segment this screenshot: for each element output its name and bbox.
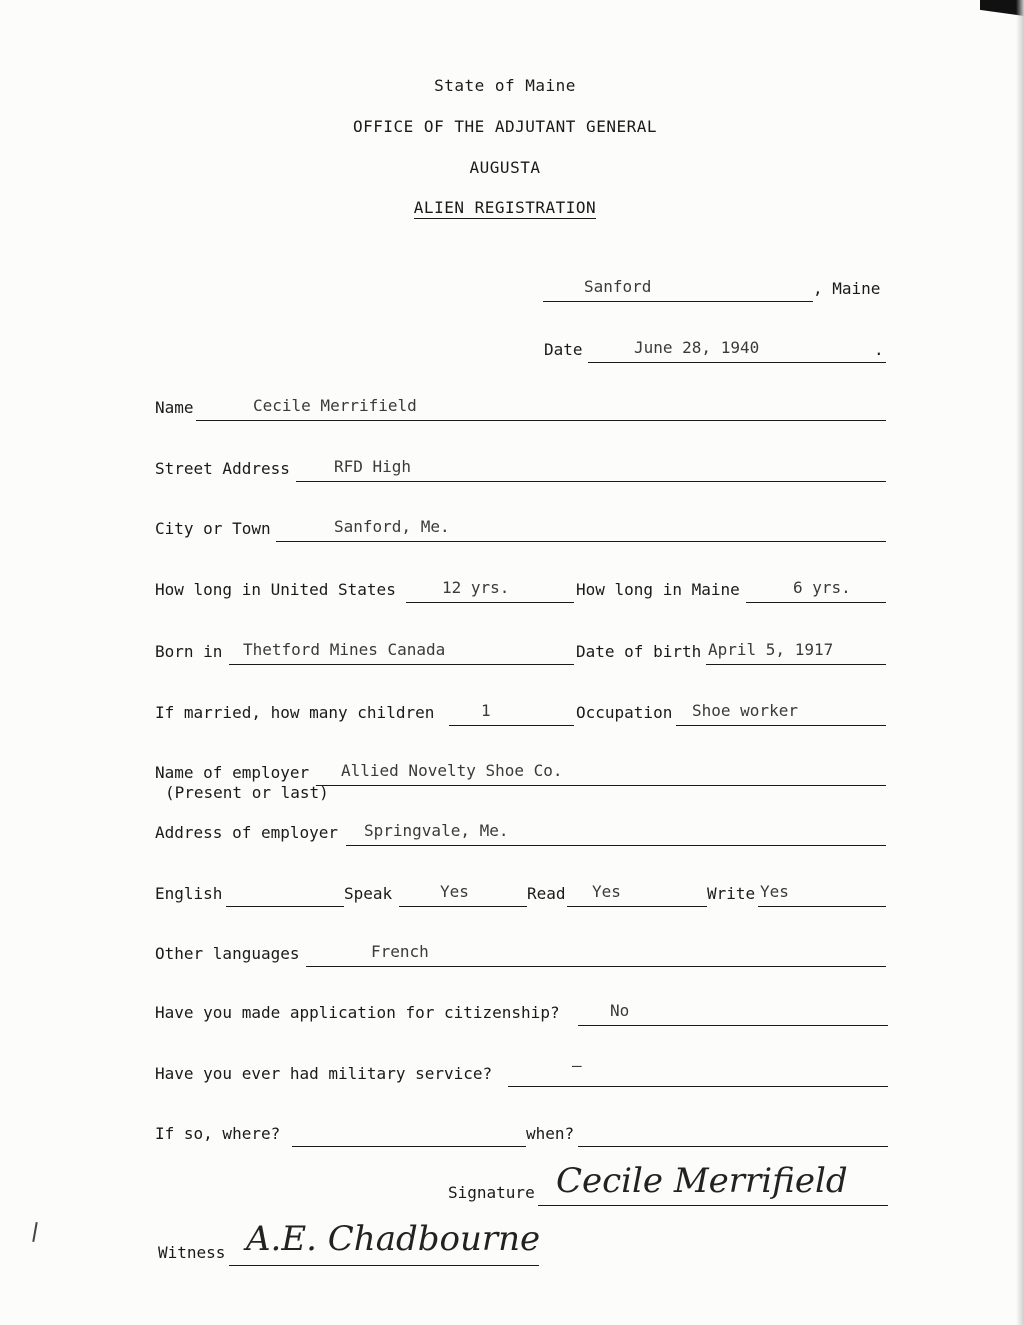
name-line (196, 420, 886, 421)
city-label: City or Town (155, 519, 271, 538)
citizenship-label: Have you made application for citizenship? (155, 1003, 560, 1022)
maine-years-label: How long in Maine (576, 580, 740, 599)
citizenship-line (578, 1025, 888, 1026)
languages-row (0, 944, 1024, 970)
employer-address-line (346, 845, 886, 846)
name-value[interactable]: Cecile Merrifield (253, 396, 417, 415)
where-line (292, 1146, 526, 1147)
born-in-line (229, 664, 574, 665)
signature-handwriting[interactable]: Cecile Merrifield (556, 1161, 848, 1201)
date-line (588, 362, 886, 363)
street-value[interactable]: RFD High (334, 457, 412, 476)
military-line (508, 1086, 888, 1087)
children-line (449, 725, 574, 726)
where-label: If so, where? (155, 1124, 281, 1143)
header-city: AUGUSTA (469, 158, 541, 177)
employer-address-row (0, 823, 1024, 849)
occupation-label: Occupation (576, 703, 673, 722)
speak-label: Speak (344, 884, 393, 903)
read-label: Read (527, 884, 566, 903)
citizenship-row (0, 1003, 1024, 1029)
us-years-value[interactable]: 12 yrs. (442, 578, 510, 597)
birth-date-line (706, 664, 886, 665)
birth-date-label: Date of birth (576, 642, 702, 661)
signature-row (0, 1161, 1024, 1209)
header-title (0, 198, 1010, 217)
born-in-label: Born in (155, 642, 223, 661)
birth-date-value[interactable]: April 5, 1917 (708, 640, 834, 659)
maine-years-value[interactable]: 6 yrs. (793, 578, 851, 597)
occupation-line (676, 725, 886, 726)
name-label: Name (155, 398, 194, 417)
write-line (758, 906, 886, 907)
birth-row (0, 642, 1024, 668)
read-line (567, 906, 707, 907)
scan-pencil-mark (32, 1222, 37, 1242)
date-label: Date (544, 340, 583, 359)
employer-address-label: Address of employer (155, 823, 339, 842)
place-line (543, 301, 813, 302)
other-languages-line (306, 966, 886, 967)
city-value[interactable]: Sanford, Me. (334, 517, 450, 536)
military-value[interactable]: — (572, 1056, 582, 1075)
employer-sublabel: (Present or last) (165, 783, 329, 802)
place-suffix: , Maine (813, 279, 881, 298)
witness-line (229, 1265, 539, 1266)
when-label: when? (526, 1124, 575, 1143)
military-row (0, 1056, 1024, 1090)
when-line (578, 1146, 888, 1147)
employer-row (0, 761, 1024, 802)
street-label: Street Address (155, 459, 290, 478)
born-in-value[interactable]: Thetford Mines Canada (243, 640, 446, 659)
witness-row (0, 1219, 1024, 1269)
place-value[interactable]: Sanford (584, 277, 652, 296)
street-row (0, 459, 1024, 485)
header-title-text: ALIEN REGISTRATION (413, 198, 597, 217)
header-office: OFFICE OF THE ADJUTANT GENERAL (353, 117, 657, 136)
city-row (0, 519, 1024, 545)
residence-row (0, 580, 1024, 606)
header-state: State of Maine (434, 76, 576, 95)
english-label: English (155, 884, 223, 903)
english-line (226, 906, 344, 907)
read-value[interactable]: Yes (592, 882, 621, 901)
name-row (0, 398, 1024, 424)
us-years-line (406, 602, 574, 603)
other-languages-label: Other languages (155, 944, 300, 963)
speak-value[interactable]: Yes (440, 882, 469, 901)
other-languages-value[interactable]: French (371, 942, 429, 961)
children-value[interactable]: 1 (481, 701, 491, 720)
us-years-label: How long in United States (155, 580, 396, 599)
employer-address-value[interactable]: Springvale, Me. (364, 821, 509, 840)
english-row (0, 884, 1024, 910)
witness-handwriting[interactable]: A.E. Chadbourne (246, 1219, 541, 1259)
place-row (0, 279, 1024, 305)
witness-label: Witness (158, 1243, 226, 1262)
signature-line (538, 1205, 888, 1206)
speak-line (399, 906, 527, 907)
children-label: If married, how many children (155, 703, 435, 722)
employer-line (316, 785, 886, 786)
write-value[interactable]: Yes (760, 882, 789, 901)
date-end-mark: . (874, 340, 884, 359)
maine-years-line (746, 602, 886, 603)
family-row (0, 703, 1024, 729)
military-label: Have you ever had military service? (155, 1064, 493, 1083)
employer-value[interactable]: Allied Novelty Shoe Co. (341, 761, 563, 780)
occupation-value[interactable]: Shoe worker (692, 701, 798, 720)
signature-label: Signature (448, 1183, 535, 1202)
citizenship-value[interactable]: No (610, 1001, 630, 1020)
street-line (296, 481, 886, 482)
write-label: Write (707, 884, 756, 903)
date-row (0, 340, 1024, 366)
city-line (276, 541, 886, 542)
date-value[interactable]: June 28, 1940 (634, 338, 760, 357)
service-detail-row (0, 1124, 1024, 1150)
employer-label: Name of employer (155, 763, 310, 782)
